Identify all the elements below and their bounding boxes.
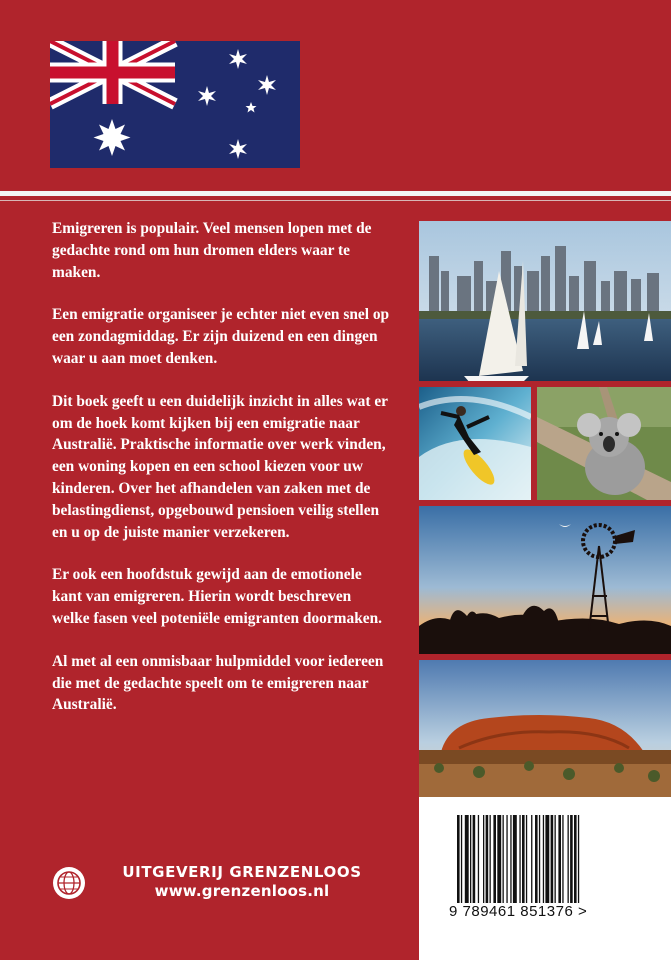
globe-icon — [52, 866, 86, 900]
paragraph-2: Een emigratie organiseer je echter niet even snel op een zondagmiddag. Er zijn duizend en een dingen waar u aan moet denken. — [52, 306, 390, 367]
blurb-text — [52, 218, 392, 737]
paragraph-3: Dit boek geeft u een duidelijk inzicht in alles wat er om de hoek komt kijken bij een emigratie naar Australië. Praktische informatie over werk vinden, een woning kopen en een school kiezen voor uw kinderen. Over het afhandelen van zaken met de belastingdienst, opgebouwd pensioen veilig stellen en u op de juiste manier verzekeren. — [52, 392, 388, 541]
surfer-photo — [419, 387, 531, 500]
sydney-harbour-photo — [419, 221, 671, 381]
windmill-sunset-photo — [419, 506, 671, 654]
koala-photo — [537, 387, 671, 500]
commonwealth-star-icon — [94, 119, 131, 156]
paragraph-4: Er ook een hoofdstuk gewijd aan de emotionele kant van emigreren. Hierin wordt beschreven welke fasen veel poteniële emigranten doormaken. — [52, 566, 382, 627]
isbn-number: 9 789461 851376 > — [449, 903, 588, 920]
australian-flag — [50, 41, 300, 168]
uluru-photo — [419, 660, 671, 797]
publisher-url[interactable]: www.grenzenloos.nl — [154, 882, 330, 900]
barcode-icon — [455, 815, 635, 905]
paragraph-5: Al met al een onmisbaar hulpmiddel voor iedereen die met de gedachte speelt om te emigreren naar Australië. — [52, 652, 384, 714]
publisher-name: UITGEVERIJ GRENZENLOOS — [122, 863, 362, 881]
header-divider-thin — [0, 200, 671, 201]
barcode-panel — [419, 797, 671, 960]
paragraph-1: Emigreren is populair. Veel mensen lopen met de gedachte rond om hun dromen elders waar te maken. — [52, 220, 372, 281]
header-divider — [0, 191, 671, 196]
